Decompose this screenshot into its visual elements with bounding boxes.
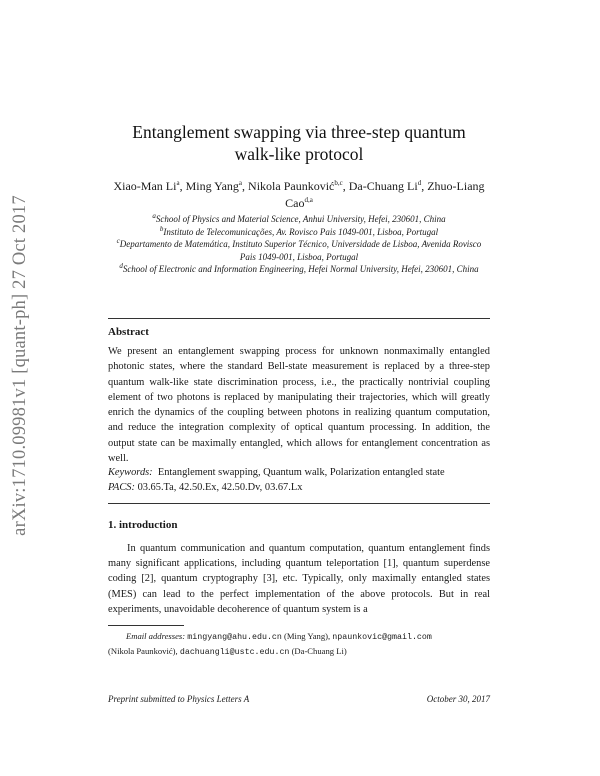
arxiv-identifier-watermark: [2, 160, 38, 570]
author: Nikola Paunković$^{b,c}$: [248, 179, 343, 193]
email-link[interactable]: npaunkovic@gmail.com: [332, 633, 432, 642]
abstract-top-rule: [108, 318, 490, 319]
pacs-line: [108, 480, 490, 495]
affiliation-list: [108, 213, 490, 276]
abstract-heading: Abstract: [108, 326, 149, 338]
footnote-rule: [108, 625, 184, 626]
author: Zhuo-Liang Cao$^{d,a}$: [285, 179, 485, 210]
paper-title: [108, 121, 490, 165]
arxiv-identifier-text: arXiv:1710.09981v1 [quant-ph] 27 Oct 2017: [9, 194, 30, 536]
section-heading: 1. introduction: [108, 519, 178, 531]
page-footer: [108, 694, 490, 704]
author-list: Xiao-Man Li$^a$, Ming Yang$^a$, Nikola Paunković$^{b,c}$, Da-Chuang Li$^d$, Zhuo-Liang Cao$^{d,a}$: [113, 179, 485, 210]
email-owner: (Da-Chuang Li): [291, 645, 347, 656]
email-link[interactable]: mingyang@ahu.edu.cn: [187, 633, 282, 642]
preprint-note: Preprint submitted to Physics Letters A: [108, 694, 250, 704]
title-line-1: Entanglement swapping via three-step quantum: [132, 122, 466, 142]
keywords-label: Keywords:: [108, 467, 153, 478]
author: Da-Chuang Li$^d$: [348, 179, 422, 193]
preprint-date: October 30, 2017: [426, 694, 490, 704]
abstract-text: We present an entanglement swapping process for unknown nonmaximally entangled photonic states, where the standard Bell-state measurement is replaced by a three-step quantum walk-like state discrimination process, i.e., the practically nontrivial coupling element of two photons is replaced by manipulating their trajectories, which will greatly enrich the dynamics of the coupling between photons in realizing quantum computation, and reduce the integration complexity of optical quantum processing. In addition, the output state can be maximally entangled, which allows for entanglement concentration as well.: [108, 346, 490, 465]
pacs-label: PACS:: [108, 482, 135, 493]
footnote-label: Email addresses:: [126, 631, 186, 641]
email-owner: (Nikola Paunković),: [108, 645, 178, 656]
author: Ming Yang$^a$: [185, 179, 243, 193]
keywords-line: [108, 465, 490, 480]
keywords-text: Entanglement swapping, Quantum walk, Polarization entangled state: [157, 467, 445, 478]
email-footnote: [108, 630, 498, 659]
abstract-bottom-rule: [108, 503, 490, 504]
title-line-2: walk-like protocol: [234, 144, 364, 164]
affiliation: $^a$School of Physics and Material Science, Anhui University, Hefei, 230601, China: [152, 212, 446, 224]
affiliation: $^d$School of Electronic and Information Engineering, Hefei Normal University, Hefei, 230601, China: [119, 262, 479, 274]
keywords-block: [108, 465, 490, 495]
pacs-text: 03.65.Ta, 42.50.Ex, 42.50.Dv, 03.67.Lx: [137, 482, 303, 493]
affiliation: $^b$Instituto de Telecomunicações, Av. Rovisco Pais 1049-001, Lisboa, Portugal: [159, 224, 439, 237]
introduction-text: In quantum communication and quantum computation, quantum entanglement finds many significant applications, including quantum teleportation [1], quantum superdense coding [2], quantum cryptography [3], etc. Typically, only maximally entangled states (MES) can lead to the perfect implementation of the above protocols. But in real experiments, unavoidable decoherence of quantum system is a: [108, 543, 490, 615]
email-link[interactable]: dachuangli@ustc.edu.cn: [179, 647, 290, 657]
author: Xiao-Man Li$^a$: [113, 179, 180, 193]
email-owner: (Ming Yang),: [284, 631, 331, 641]
affiliation: $^c$Departamento de Matemática, Instituto Superior Técnico, Universidade de Lisboa, Avenida Rovisco Pais 1049-001, Lisboa, Portugal: [116, 237, 482, 262]
